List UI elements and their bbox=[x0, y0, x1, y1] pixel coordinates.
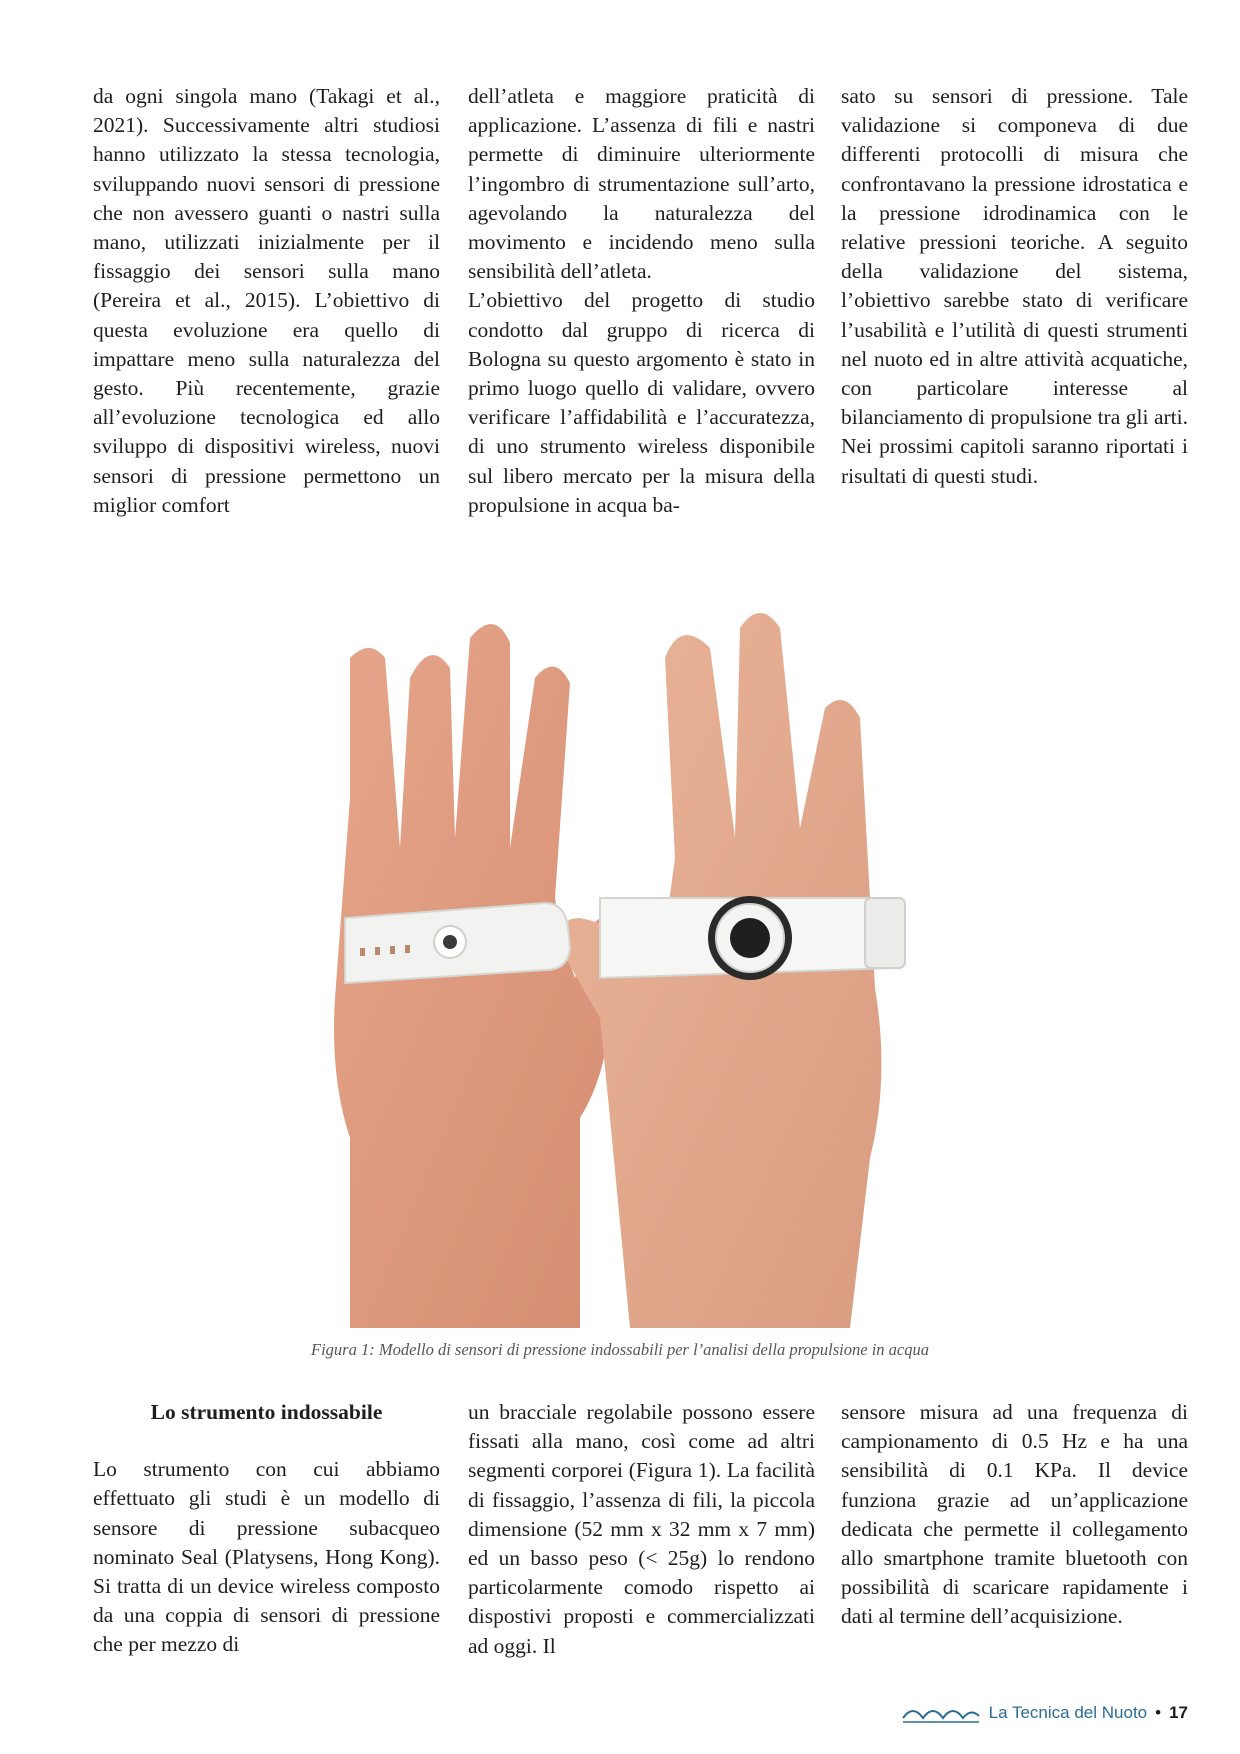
page-number: 17 bbox=[1169, 1703, 1188, 1722]
paragraph: sensore misura ad una frequenza di campionamento di 0.5 Hz e ha una sensibilità di 0.1 KPa. Il device funziona grazie ad un’applicazione dedicata che permette il collegamento allo smartphone tramite bluetooth con possibilità di scaricare rapidamente i dati al termine dell’acquisizione. bbox=[841, 1400, 1188, 1629]
waves-logo-icon bbox=[901, 1702, 981, 1724]
paragraph: sato su sensori di pressione. Tale validazione si componeva di due differenti protocolli di misura che confrontavano la pressione idrostatica e la pressione idrodinamica con le relative pressioni teoriche. A seguito della validazione del sistema, l’obiettivo sarebbe stato di verificare l’usabilità e l’utilità di questi strumenti nel nuoto ed in altre attività acquatiche, con particolare interesse al bilanciamento di propulsione tra gli arti. Nei prossimi capitoli saranno riportati i risultati di questi studi. bbox=[841, 84, 1188, 488]
footer-separator: • bbox=[1155, 1703, 1162, 1722]
magazine-title: La Tecnica del Nuoto bbox=[988, 1703, 1148, 1722]
figure-hands-with-sensors bbox=[330, 598, 970, 1328]
paragraph: Lo strumento con cui abbiamo effettuato gli studi è un modello di sensore di pressione subacqueo nominato Seal (Platysens, Hong Kong). Si tratta di un device wireless composto da una coppia di sensori di pressione che per mezzo di bbox=[93, 1457, 440, 1657]
text-column-2 bbox=[468, 82, 815, 520]
paragraph: un bracciale regolabile possono essere fissati alla mano, così come ad altri segmenti corporei (Figura 1). La facilità di fissaggio, l’assenza di fili, la piccola dimensione (52 mm x 32 mm x 7 mm) ed un basso peso (< 25g) lo rendono particolarmente comodo rispetto ai dispostivi proposti e commercializzati ad oggi. Il bbox=[468, 1400, 815, 1658]
text-column-3-bottom bbox=[841, 1398, 1188, 1632]
section-heading: Lo strumento indossabile bbox=[150, 1400, 383, 1424]
paragraph: dell’atleta e maggiore praticità di applicazione. L’assenza di fili e nastri permette di diminuire ulteriormente l’ingombro di strumentazione sull’arto, agevolando la naturalezza del movimento e incidendo meno sulla sensibilità dell’atleta. bbox=[468, 84, 815, 284]
figure-caption: Figura 1: Modello di sensori di pressione indossabili per l’analisi della propulsione in acqua bbox=[311, 1340, 929, 1359]
text-column-2-bottom bbox=[468, 1398, 815, 1661]
text-column-1-bottom bbox=[93, 1398, 440, 1660]
left-sensor-strap bbox=[345, 903, 570, 983]
page-footer bbox=[901, 1702, 1188, 1724]
paragraph: da ogni singola mano (Takagi et al., 2021). Successivamente altri studiosi hanno utilizzato la stessa tecnologia, sviluppando nuovi sensori di pressione che non avessero guanti o nastri sulla mano, utilizzati inizialmente per il fissaggio dei sensori sulla mano (Pereira et al., 2015). L’obiettivo di questa evoluzione era quello di impattare meno sulla naturalezza del gesto. Più recentemente, grazie all’evoluzione tecnologica ed allo sviluppo di dispositivi wireless, nuovi sensori di pressione permettono un miglior comfort bbox=[93, 84, 440, 517]
text-column-3 bbox=[841, 82, 1188, 491]
paragraph: L’obiettivo del progetto di studio condotto dal gruppo di ricerca di Bologna su questo argomento è stato in primo luogo quello di validare, ovvero verificare l’affidabilità e l’accuratezza, di uno strumento wireless disponibile sul libero mercato per la misura della propulsione in acqua ba- bbox=[468, 288, 815, 517]
text-column-1 bbox=[93, 82, 440, 520]
right-sensor-strap bbox=[600, 896, 905, 980]
